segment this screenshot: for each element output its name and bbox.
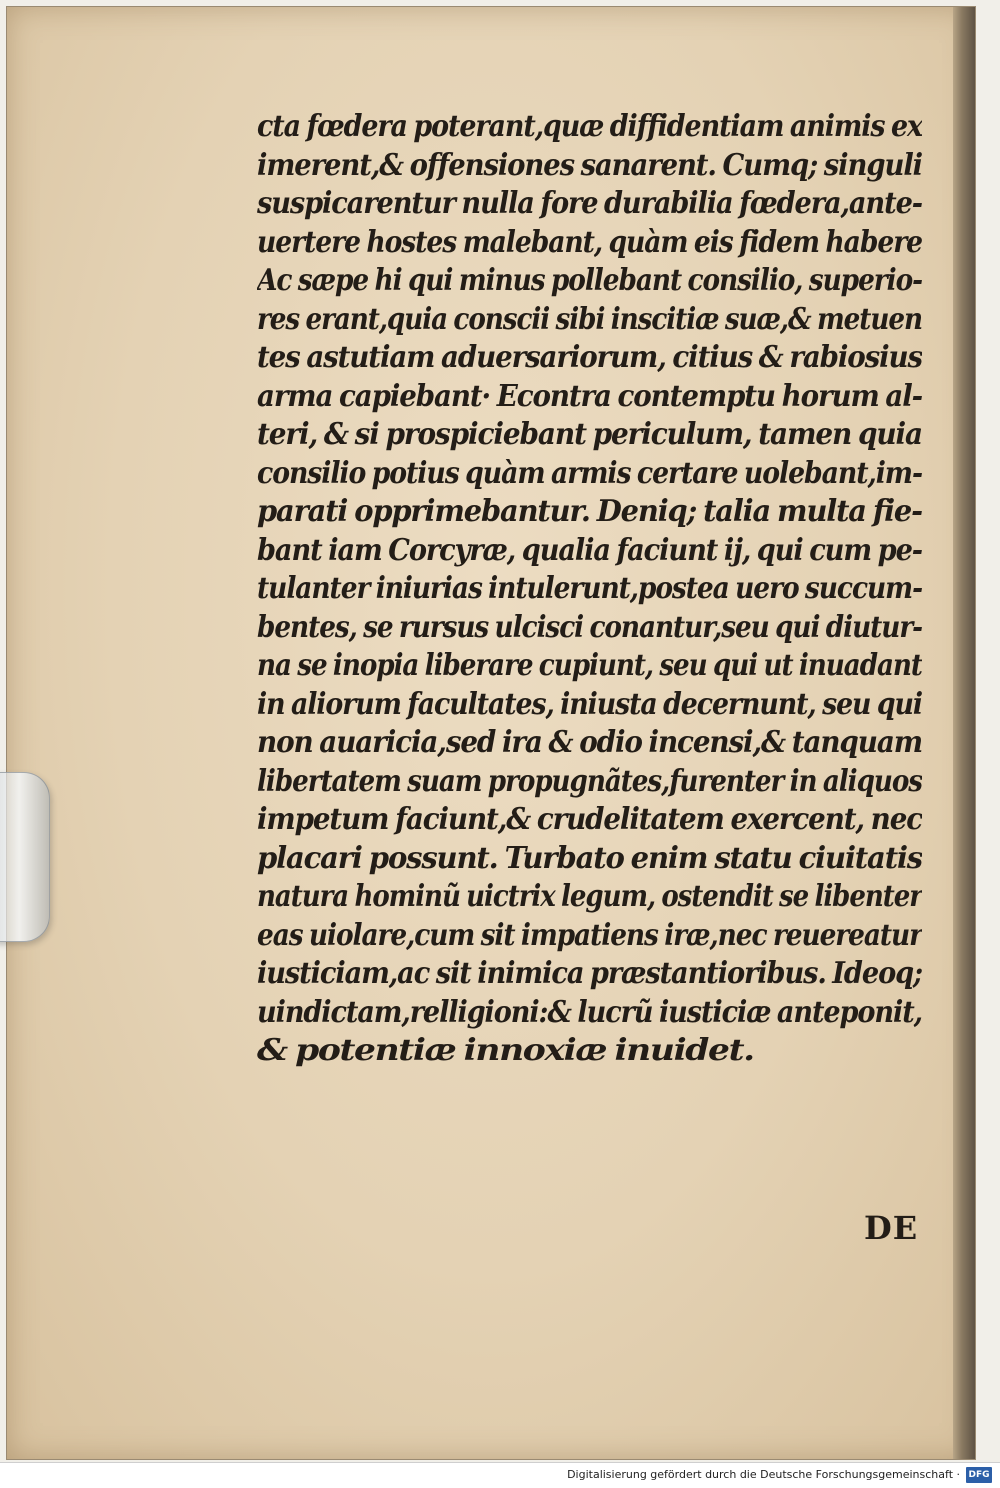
- text-line: teri, & si prospiciebant periculum, tamen quia: [257, 417, 922, 452]
- text-line: bant iam Corcyræ, qualia faciunt ij, qui cum pe-: [257, 532, 922, 568]
- text-line: imerent,& offensiones sanarent. Cumq; singuli: [257, 147, 922, 183]
- dfg-logo-icon: DFG: [966, 1467, 992, 1483]
- text-line: arma capiebant· Econtra contemptu horum al-: [257, 378, 922, 414]
- text-line: tes astutiam aduersariorum, citius & rabiosius: [257, 340, 922, 375]
- text-line: na se inopia liberare cupiunt, seu qui ut inuadant: [257, 648, 922, 683]
- text-line: bentes, se rursus ulcisci conantur,seu qui diutur-: [257, 609, 922, 645]
- text-line: res erant,quia conscii sibi inscitiæ suæ,& metuen: [257, 301, 922, 337]
- page-text: [257, 108, 922, 1071]
- text-line: & potentiæ innoxiæ inuidet.: [257, 1033, 754, 1068]
- text-line: impetum faciunt,& crudelitatem exercent, nec: [257, 802, 922, 837]
- text-line: tulanter iniurias intulerunt,postea uero succum-: [257, 571, 922, 606]
- page-clip: [0, 772, 50, 942]
- text-line: Ac sæpe hi qui minus pollebant consilio, superio-: [257, 263, 922, 298]
- text-line: parati opprimebantur. Deniq; talia multa fie-: [257, 494, 922, 529]
- text-line: uertere hostes malebant, quàm eis fidem habere: [257, 224, 922, 260]
- text-line: natura hominũ uictrix legum, ostendit se libenter: [257, 879, 922, 914]
- catchword: DE: [864, 1209, 919, 1247]
- text-line: non auaricia,sed ira & odio incensi,& tanquam: [257, 725, 922, 760]
- text-line: suspicarentur nulla fore durabilia fœdera,ante-: [257, 186, 922, 221]
- text-line: iusticiam,ac sit inimica præstantioribus. Ideoq;: [257, 956, 922, 991]
- text-line: consilio potius quàm armis certare uolebant,im-: [257, 455, 922, 491]
- funding-notice: Digitalisierung gefördert durch die Deutsche Forschungsgemeinschaft ·: [567, 1468, 960, 1481]
- text-line: cta fœdera poterant,quæ diffidentiam animis ex: [257, 109, 922, 144]
- text-line: libertatem suam propugnãtes,furenter in aliquos: [257, 763, 922, 799]
- text-line: placari possunt. Turbato enim statu ciuitatis: [257, 840, 922, 876]
- footer-bar: [0, 1462, 1000, 1488]
- text-line: in aliorum facultates, iniusta decernunt, seu qui: [257, 686, 922, 722]
- book-page: [6, 6, 976, 1460]
- text-line: uindictam,relligioni:& lucrũ iusticiæ anteponit,: [257, 994, 922, 1030]
- text-line: eas uiolare,cum sit impatiens iræ,nec reuereatur: [257, 917, 922, 953]
- page-edge-shadow: [953, 7, 975, 1459]
